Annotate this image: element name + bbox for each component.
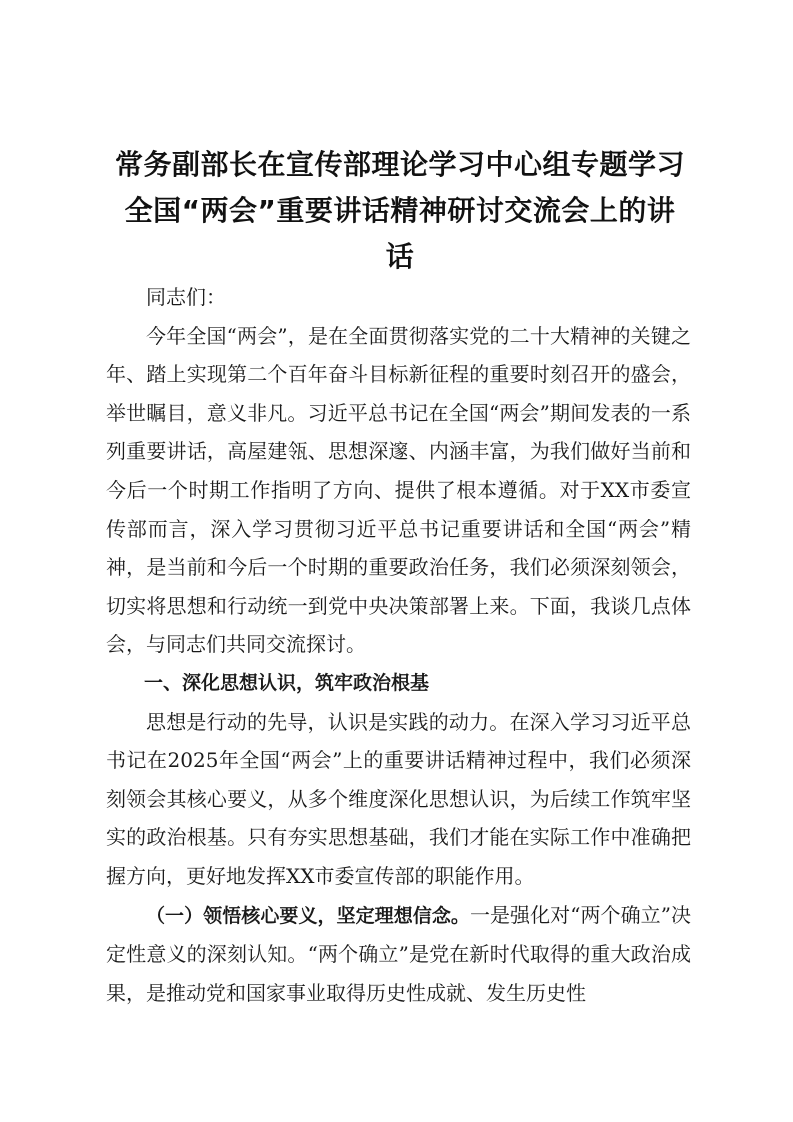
title-line-1: 常务副部长在宣传部理论学习中心组专题学习 (114, 148, 685, 181)
document-title (100, 142, 700, 280)
subsection1-lead: （一）领悟核心要义，坚定理想信念。 (146, 904, 470, 927)
section-heading-1: 一、深化思想认识，筑牢政治根基 (144, 671, 430, 694)
salutation: 同志们： (146, 285, 226, 309)
subsection1-paragraph (106, 896, 691, 1013)
title-line-3: 话 (385, 240, 415, 273)
section1-paragraph: 思想是行动的先导，认识是实践的动力。在深入学习习近平总书记在2025年全国“两会”上的重要讲话精神过程中，我们必须深刻领会其核心要义，从多个维度深化思想认识，为后续工作筑牢坚实的政治根基。只有夯实思想基础，我们才能在实际工作中准确把握方向，更好地发挥XX市委宣传部的职能作用。 (106, 709, 691, 888)
title-line-2: 全国“两会”重要讲话精神研讨交流会上的讲 (124, 194, 676, 227)
subsection1-body: 一是强化对“两个确立”决定性意义的深刻认知。“两个确立”是党在新时代取得的重大政治成果，是推动党和国家事业取得历史性成就、发生历史性 (106, 902, 691, 1005)
document-body (106, 278, 691, 1012)
intro-paragraph: 今年全国“两会”，是在全面贯彻落实党的二十大精神的关键之年、踏上实现第二个百年奋斗目标新征程的重要时刻召开的盛会，举世瞩目，意义非凡。习近平总书记在全国“两会”期间发表的一系列重要讲话，高屋建瓴、思想深邃、内涵丰富，为我们做好当前和今后一个时期工作指明了方向、提供了根本遵循。对于XX市委宣传部而言，深入学习贯彻习近平总书记重要讲话和全国“两会”精神，是当前和今后一个时期的重要政治任务，我们必须深刻领会，切实将思想和行动统一到党中央决策部署上来。下面，我谈几点体会，与同志们共同交流探讨。 (106, 323, 691, 657)
